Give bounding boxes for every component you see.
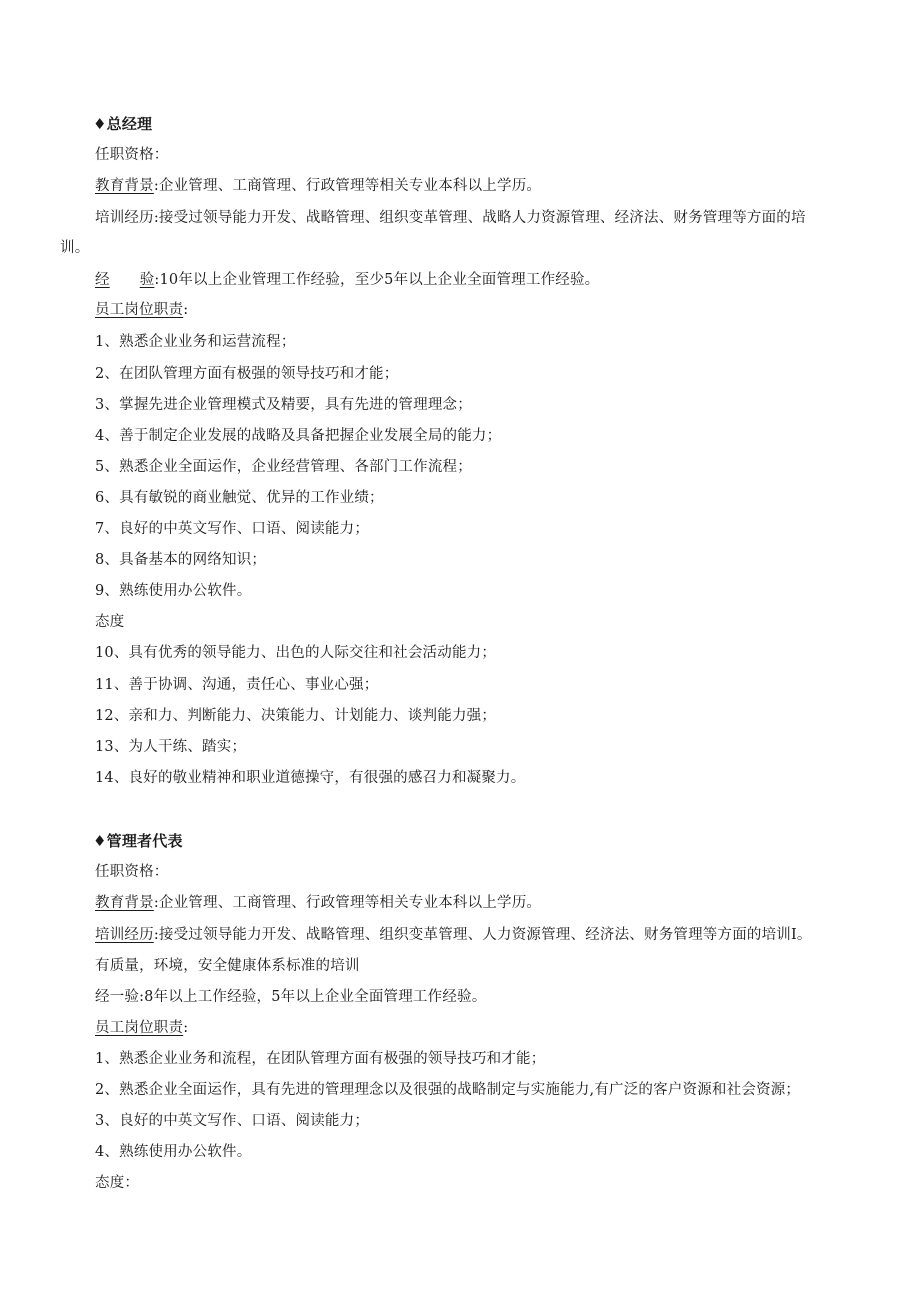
experience-line: 经一验:8年以上工作经验，5年以上企业全面管理工作经验。 (95, 989, 487, 1005)
list-item: 8、具备基本的网络知识； (95, 552, 267, 568)
training-line-cont: 有质量，环境，安全健康体系标准的培训 (95, 958, 360, 974)
duties-label: 员工岗位职责 (95, 302, 184, 318)
duties-colon: : (183, 302, 189, 318)
duties-heading (95, 300, 188, 320)
list-item: 5、熟悉企业全面运作，企业经营管理、各部门工作流程； (95, 459, 472, 475)
list-item: 11、善于协调、沟通，责任心、事业心强； (95, 677, 379, 693)
training-text: :接受过领导能力开发、战略管理、组织变革管理、人力资源管理、经济法、财务管理等方面的培训I。 (153, 927, 812, 943)
diamond-bullet-icon: ♦ (93, 115, 107, 133)
attitude-label: 态度： (95, 1175, 140, 1191)
diamond-bullet-icon: ♦ (93, 832, 107, 850)
qualifications-label: 任职资格： (95, 864, 169, 880)
experience-label-a: 经 (95, 272, 110, 288)
list-item: 14、良好的敬业精神和职业道德操守，有很强的感召力和凝聚力。 (95, 770, 526, 786)
list-item: 7、良好的中英文写作、口语、阅读能力； (95, 521, 370, 537)
education-text: :企业管理、工商管理、行政管理等相关专业本科以上学历。 (153, 178, 542, 194)
list-item: 4、熟练使用办公软件。 (95, 1144, 252, 1160)
list-item: 4、善于制定企业发展的战略及具备把握企业发展全局的能力； (95, 428, 502, 444)
training-text: :接受过领导能力开发、战略管理、组织变革管理、战略人力资源管理、经济法、财务管理等方面的培 (153, 210, 806, 226)
list-item: 3、良好的中英文写作、口语、阅读能力； (95, 1113, 370, 1129)
list-item: 1、熟悉企业业务和运营流程； (95, 334, 296, 350)
training-label: 培训经历 (95, 927, 154, 943)
attitude-label: 态度 (95, 614, 125, 630)
training-line (95, 925, 812, 945)
duties-colon: : (183, 1020, 189, 1036)
list-item: 1、熟悉企业业务和流程，在团队管理方面有极强的领导技巧和才能； (95, 1051, 546, 1067)
qualifications-label: 任职资格： (95, 147, 169, 163)
education-text: :企业管理、工商管理、行政管理等相关专业本科以上学历。 (153, 895, 542, 911)
experience-line (95, 270, 599, 290)
list-item: 12、亲和力、判断能力、决策能力、计划能力、谈判能力强； (95, 708, 497, 724)
training-label: 培训经历 (95, 210, 154, 226)
education-label: 教育背景 (95, 178, 154, 194)
experience-label-b: 验 (139, 272, 155, 288)
list-item: 2、在团队管理方面有极强的领导技巧和才能； (95, 366, 399, 382)
education-line (95, 893, 541, 913)
education-line (95, 176, 541, 196)
list-item: 2、熟悉企业全面运作，具有先进的管理理念以及很强的战略制定与实施能力,有广泛的客户资源和社会资源； (95, 1082, 801, 1098)
list-item: 6、具有敏锐的商业触觉、优异的工作业绩； (95, 490, 384, 506)
training-line (95, 208, 806, 228)
list-item: 10、具有优秀的领导能力、出色的人际交往和社会活动能力； (95, 645, 497, 661)
education-label: 教育背景 (95, 895, 154, 911)
experience-text: :10年以上企业管理工作经验，至少5年以上企业全面管理工作经验。 (154, 272, 600, 288)
experience-label (95, 272, 154, 288)
training-line-cont: 训。 (60, 240, 90, 256)
list-item: 9、熟练使用办公软件。 (95, 583, 252, 599)
section-title-general-manager (93, 114, 152, 134)
list-item: 3、掌握先进企业管理模式及精要，具有先进的管理理念； (95, 397, 472, 413)
section-title-text: 管理者代表 (106, 832, 183, 850)
duties-label: 员工岗位职责 (95, 1020, 184, 1036)
list-item: 13、为人干练、踏实； (95, 739, 247, 755)
section-title-text: 总经理 (106, 115, 153, 133)
duties-heading (95, 1018, 188, 1038)
section-title-management-representative (93, 831, 183, 851)
